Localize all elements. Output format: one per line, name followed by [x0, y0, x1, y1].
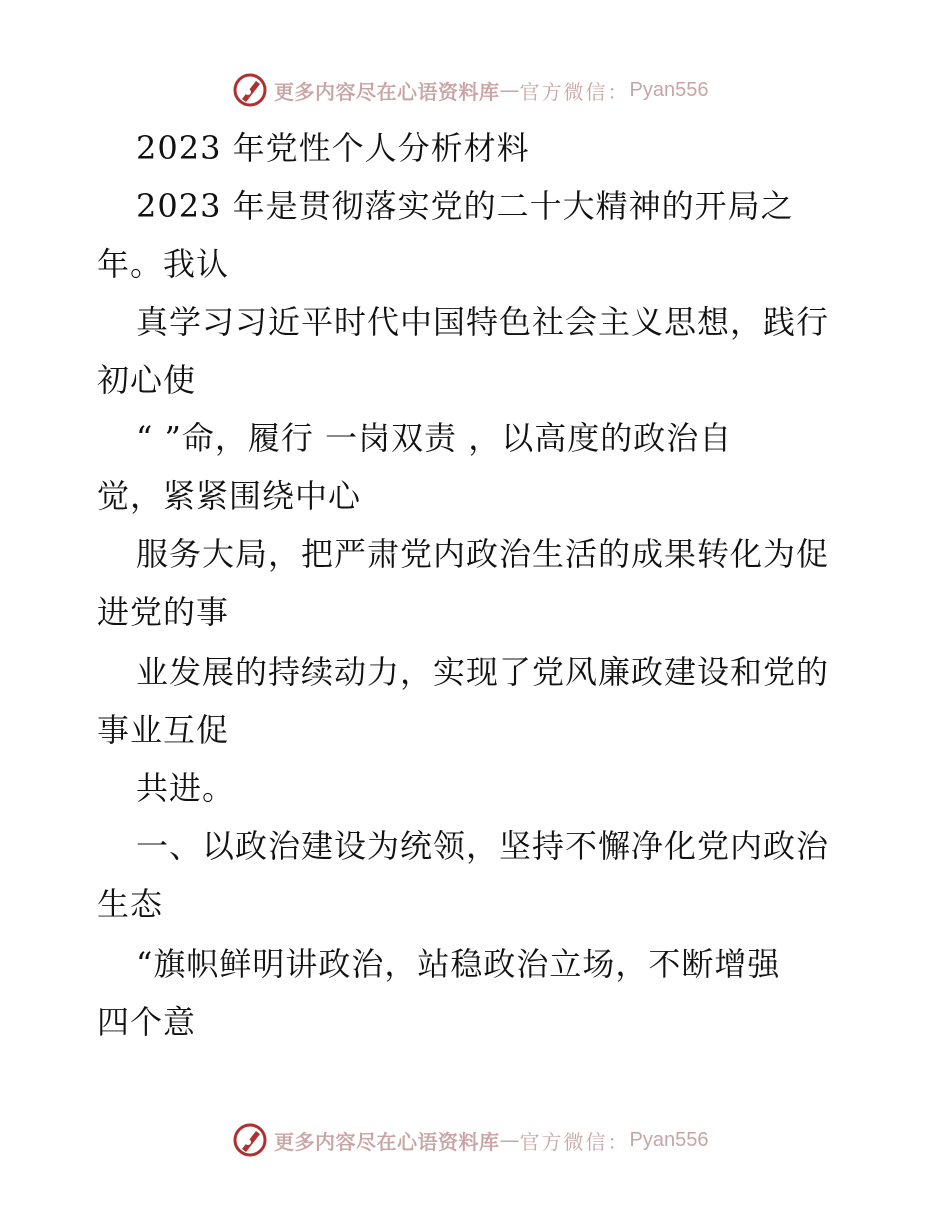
paragraph-line: 进党的事 [97, 593, 230, 631]
paragraph-line: 真学习习近平时代中国特色社会主义思想，践行 [136, 303, 830, 341]
paragraph-line: 服务大局，把严肃党内政治生活的成果转化为促 [136, 535, 830, 573]
footer-watermark [232, 1120, 708, 1160]
watermark-official: 官方微信： [519, 1129, 630, 1154]
paragraph-line: 业发展的持续动力，实现了党风廉政建设和党的 [136, 653, 830, 691]
watermark-id: Pyan556 [629, 1128, 709, 1151]
pen-logo-icon [232, 1122, 268, 1158]
watermark-dash: — [499, 1128, 520, 1152]
paragraph-line: 共进。 [136, 769, 236, 807]
section-heading-continued: 生态 [97, 885, 164, 923]
watermark-title: 更多内容尽在心语资料库 [274, 79, 500, 104]
paragraph-line: 年。我认 [97, 245, 230, 283]
paragraph-line: 四个意 [97, 1003, 197, 1041]
paragraph-line: 觉，紧紧围绕中心 [97, 477, 362, 515]
paragraph-line: “ ”命，履行 一岗双责 ，以高度的政治自 [136, 419, 733, 457]
paragraph-line: 事业互促 [97, 711, 230, 749]
watermark-title: 更多内容尽在心语资料库 [274, 1129, 500, 1154]
pen-logo-icon [232, 72, 268, 108]
watermark-id: Pyan556 [629, 78, 709, 101]
paragraph-line: 2023 年是贯彻落实党的二十大精神的开局之 [136, 187, 794, 225]
document-title: 2023 年党性个人分析材料 [136, 129, 530, 167]
paragraph-line: 初心使 [97, 361, 197, 399]
watermark-official: 官方微信： [519, 79, 630, 104]
watermark-dash: — [499, 78, 520, 102]
section-heading: 一、以政治建设为统领，坚持不懈净化党内政治 [136, 827, 830, 865]
header-watermark [232, 70, 708, 110]
paragraph-line: “旗帜鲜明讲政治，站稳政治立场，不断增强 [136, 945, 781, 983]
